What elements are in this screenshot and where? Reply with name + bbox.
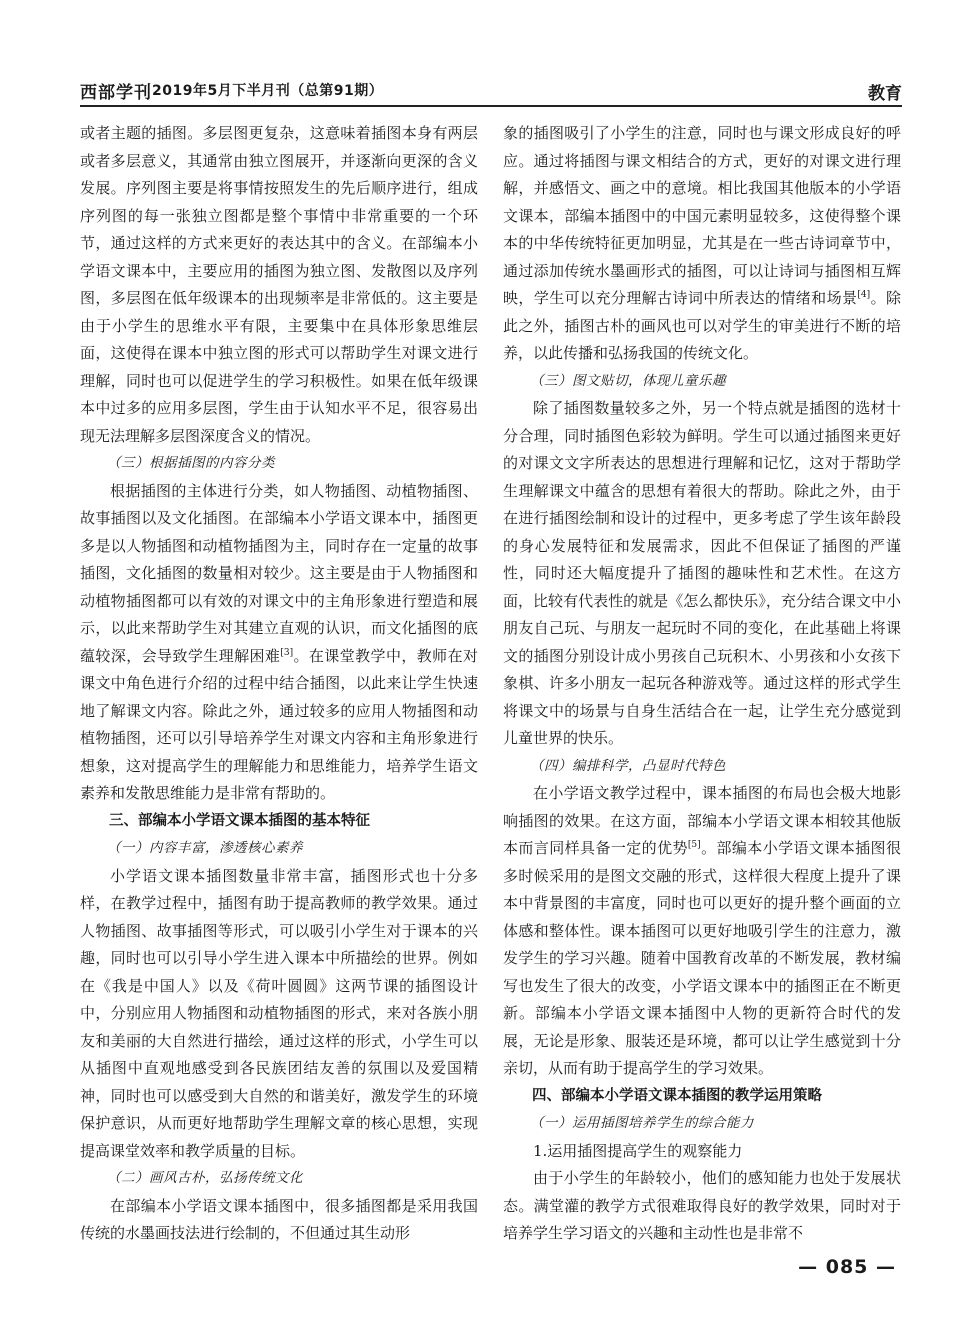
right-column: [503, 120, 901, 1248]
journal-logo: 西部学刊: [80, 83, 152, 103]
paragraph: [503, 780, 901, 1083]
section-title: 教育: [868, 84, 902, 104]
subheading: （一）内容丰富，渗透核心素养: [107, 840, 303, 856]
paragraph: [503, 120, 901, 368]
paragraph-text: 在小学语文教学过程中，课本插图的布局也会极大地影响插图的效果。在这方面，部编本小学语文课本相较其他版本而言同样具备一定的优势: [503, 784, 901, 857]
paragraph-text: 。除此之外，插图古朴的画风也可以对学生的审美进行不断的培养，以此传播和弘扬我国的传统文化。: [503, 289, 901, 362]
page-number: — 085 —: [798, 1256, 896, 1278]
subheading: （四）编排科学，凸显时代特色: [530, 757, 726, 774]
paragraph: 或者主题的插图。多层图更复杂，这意味着插图本身有两层或者多层意义，其通常由独立图展开，并逐渐向更深的含义发展。序列图主要是将事情按照发生的先后顺序进行，组成序列图的每一张独立图都是整个事情中非常重要的一个环节，通过这样的方式来更好的表达其中的含义。在部编本小学语文课本中，主要应用的插图为独立图、发散图以及序列图，多层图在低年级课本的出现频率是非常低的。这主要是由于小学生的思维水平有限，主要集中在具体形象思维层面，这使得在课本中独立图的形式可以帮助学生对课文进行理解，同时也可以促进学生的学习积极性。如果在低年级课本中过多的应用多层图，学生由于认知水平不足，很容易出现无法理解多层图深度含义的情况。: [80, 124, 478, 445]
paragraph: 由于小学生的年龄较小，他们的感知能力也处于发展状态。满堂灌的教学方式很难取得良好的教学效果，同时对于培养学生学习语文的兴趣和主动性也是非常不: [503, 1169, 901, 1242]
citation: [3]: [280, 647, 294, 658]
subheading: （一）运用插图培养学生的综合能力: [530, 1115, 754, 1131]
subheading: （三）根据插图的内容分类: [107, 455, 275, 471]
paragraph: 除了插图数量较多之外，另一个特点就是插图的选材十分合理，同时插图色彩较为鲜明。学生可以通过插图来更好的对课文文字所表达的思想进行理解和记忆，这对于帮助学生理解课文中蕴含的思想有着很大的帮助。除此之外，由于在进行插图绘制和设计的过程中，更多考虑了学生该年龄段的身心发展特征和发展需求，因此不但保证了插图的严谨性，同时还大幅度提升了插图的趣味性和艺术性。在这方面，比较有代表性的就是《怎么都快乐》，充分结合课文中小朋友自己玩、与朋友一起玩时不同的变化，在此基础上将课文的插图分别设计成小男孩自己玩积木、小男孩和小女孩下象棋、许多小朋友一起玩各种游戏等。通过这样的形式学生将课文中的场景与自身生活结合在一起，让学生充分感觉到儿童世界的快乐。: [503, 399, 901, 747]
paragraph: 小学语文课本插图数量非常丰富，插图形式也十分多样，在教学过程中，插图有助于提高教师的教学效果。通过人物插图、故事插图等形式，可以吸引小学生对于课本的兴趣，同时也可以引导小学生进入课本中所描绘的世界。例如在《我是中国人》以及《荷叶圆圆》这两节课的插图设计中，分别应用人物插图和动植物插图的形式，来对各族小朋友和美丽的大自然进行描绘，通过这样的形式，小学生可以从插图中直观地感受到各民族团结友善的氛围以及爱国精神，同时也可以感受到大自然的和谐美好，激发学生的环境保护意识，从而更好地帮助学生理解文章的核心思想，实现提高课堂效率和教学质量的目标。: [80, 866, 478, 1160]
citation: [5]: [687, 840, 701, 850]
paragraph: [80, 478, 478, 808]
numbered-heading: 1.运用插图提高学生的观察能力: [533, 1141, 743, 1160]
paragraph-text: 。在课堂教学中，教师在对课文中角色进行介绍的过程中结合插图，以此来让学生快速地了解课文内容。除此之外，通过较多的应用人物插图和动植物插图，还可以引导培养学生对课文内容和主角形象进行想象，这对提高学生的理解能力和思维能力，培养学生语文素养和发散思维能力是非常有帮助的。: [80, 646, 478, 802]
section-heading: 四、部编本小学语文课本插图的教学运用策略: [532, 1087, 822, 1104]
subheading: （三）图文贴切，体现儿童乐趣: [530, 372, 726, 389]
journal-issue: 2019年5月下半月刊（总第91期）: [152, 83, 384, 99]
paragraph-text: 。部编本小学语文课本插图很多时候采用的是图文交融的形式，这样很大程度上提升了课本中背景图的丰富度，同时也可以更好的提升整个画面的立体感和整体性。课本插图可以更好地吸引学生的注意力，激发学生的学习兴趣。随着中国教育改革的不断发展，教材编写也发生了很大的改变，小学语文课本中的插图正在不断更新。部编本小学语文课本插图中人物的更新符合时代的发展，无论是形象、服装还是环境，都可以让学生感觉到十分亲切，从而有助于提高学生的学习效果。: [503, 839, 901, 1077]
paragraph-text: 根据插图的主体进行分类，如人物插图、动植物插图、故事插图以及文化插图。在部编本小学语文课本中，插图更多是以人物插图和动植物插图为主，同时存在一定量的故事插图，文化插图的数量相对较少。这主要是由于人物插图和动植物插图都可以有效的对课文中的主角形象进行塑造和展示，以此来帮助学生对其建立直观的认识，而文化插图的底蕴较深，会导致学生理解困难: [80, 481, 478, 665]
section-heading: 三、部编本小学语文课本插图的基本特征: [109, 812, 370, 829]
subheading: （二）画风古朴，弘扬传统文化: [107, 1170, 303, 1186]
left-column: [80, 120, 478, 1248]
header-rule: [80, 105, 902, 107]
paragraph: 在部编本小学语文课本插图中，很多插图都是采用我国传统的水墨画技法进行绘制的，不但通过其生动形: [80, 1196, 478, 1242]
paragraph-text: 象的插图吸引了小学生的注意，同时也与课文形成良好的呼应。通过将插图与课文相结合的方式，更好的对课文进行理解，并感悟文、画之中的意境。相比我国其他版本的小学语文课本，部编本插图中的中国元素明显较多，这使得整个课本的中华传统特征更加明显，尤其是在一些古诗词章节中，通过添加传统水墨画形式的插图，可以让诗词与插图相互辉映，学生可以充分理解古诗词中所表达的情绪和场景: [503, 124, 901, 307]
page-header: [80, 78, 902, 104]
citation: [4]: [857, 290, 871, 300]
